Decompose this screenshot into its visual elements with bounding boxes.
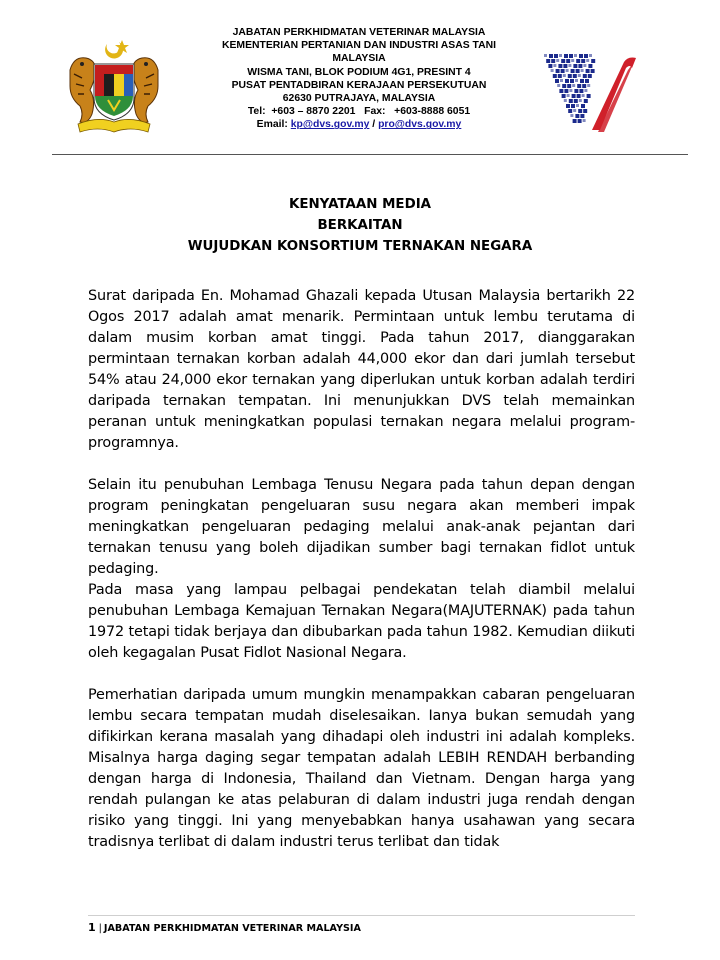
logo-pixel — [569, 54, 573, 58]
tel-label: Tel: — [247, 106, 266, 118]
logo-pixel — [566, 69, 569, 72]
logo-pixel — [577, 94, 581, 98]
paragraph-1: Surat daripada En. Mohamad Ghazali kepada Utusan Malaysia bertarikh 22 Ogos 2017 adalah amat menarik. Permintaan untuk lembu terutama di dalam musim korban amat tinggi. Pada tahun 2017, dianggarakan permintaan ternakan korban adalah 44,000 ekor dan dari jumlah tersebut 54% atau 24,000 ekor ternakan yang diperlukan untuk korban adalah terdiri daripada ternakan tempatan. Ini menunjukkan DVS telah memainkan peranan untuk meningkatkan populasi ternakan negara melalui program-programnya. — [88, 288, 635, 451]
logo-pixel — [570, 79, 574, 83]
email-link-kp[interactable]: kp@dvs.gov.my — [290, 119, 370, 131]
phone-fax-row — [178, 105, 540, 118]
logo-pixel — [587, 84, 590, 87]
logo-pixel — [544, 54, 547, 57]
address-line-2: PUSAT PENTADBIRAN KERAJAAN PERSEKUTUAN — [231, 79, 487, 91]
logo-pixel — [587, 94, 591, 98]
logo-pixel — [572, 84, 575, 87]
email-link-pro[interactable]: pro@dvs.gov.my — [378, 119, 462, 131]
logo-pixel — [561, 69, 565, 73]
press-release-title — [0, 194, 720, 257]
title-line-1: KENYATAAN MEDIA — [288, 197, 432, 212]
footer-separator: | — [98, 923, 102, 934]
logo-pixel — [588, 64, 592, 68]
logo-pixel — [564, 54, 568, 58]
logo-pixel — [591, 59, 595, 63]
logo-pixel — [568, 64, 571, 67]
logo-pixel — [565, 79, 569, 83]
logo-pixel — [578, 74, 581, 77]
logo-pixel — [575, 79, 578, 82]
logo-pixel — [584, 99, 588, 103]
logo-pixel — [579, 89, 583, 93]
logo-pixel — [571, 59, 574, 62]
logo-pixel — [577, 84, 581, 88]
logo-pixel — [567, 84, 571, 88]
logo-pixel — [589, 54, 592, 57]
agency-name: JABATAN PERKHIDMATAN VETERINAR MALAYSIA — [232, 27, 486, 38]
logo-pixel — [558, 64, 562, 68]
logo-pixel — [582, 94, 585, 97]
logo-pixel — [583, 109, 587, 113]
email-separator: / — [372, 119, 376, 131]
logo-pixel — [573, 74, 577, 78]
logo-pixel — [581, 59, 585, 63]
logo-pixel — [580, 79, 584, 83]
logo-pixel — [574, 89, 578, 93]
logo-pixel — [573, 119, 577, 123]
logo-pixel — [574, 54, 577, 57]
logo-pixel — [586, 69, 590, 73]
tel-number: +603 – 8870 2201 — [271, 106, 356, 118]
press-release-body — [88, 286, 635, 853]
email-row — [178, 118, 540, 131]
logo-pixel — [566, 59, 570, 63]
logo-pixel — [570, 114, 573, 117]
paragraph-3: Pada masa yang lampau pelbagai pendekatan telah diambil melalui penubuhan Lembaga Kemajuan Ternakan Negara(MAJUTERNAK) pada tahun 1972 tetapi tidak berjaya dan dibubarkan pada tahun 1982. Kemudian diikuti oleh kegagalan Pusat Fidlot Nasional Negara. — [88, 582, 635, 661]
logo-pixel — [571, 69, 575, 73]
logo-pixel — [579, 99, 582, 102]
malaysia-coat-of-arms-logo — [64, 34, 164, 138]
logo-pixel — [583, 64, 586, 67]
logo-pixel — [563, 64, 567, 68]
logo-pixel — [588, 74, 592, 78]
logo-pixel — [586, 59, 589, 62]
fax-label: Fax: — [364, 106, 386, 118]
ministry-name: KEMENTERIAN PERTANIAN DAN INDUSTRI ASAS TANI — [221, 40, 496, 52]
logo-pixel — [568, 74, 572, 78]
email-label: Email: — [256, 119, 288, 131]
letterhead — [178, 26, 540, 132]
logo-pixel — [582, 84, 586, 88]
logo-pixel — [581, 104, 585, 108]
logo-pixel — [576, 59, 580, 63]
fax-number: +603-8888 6051 — [394, 106, 471, 118]
logo-pixel — [573, 64, 577, 68]
logo-pixel — [561, 59, 565, 63]
page-footer — [88, 921, 361, 934]
paragraph-4: Pemerhatian daripada umum mungkin menampakkan cabaran pengeluaran lembu secara tempatan mudah diselesaikan. Ianya bukan semudah yang difikirkan kerana masalah yang dihadapi oleh industri ini adalah kompleks. Misalnya harga daging segar tempatan adalah LEBIH RENDAH berbanding dengan harga di Indonesia, Thailand dan Vietnam. Dengan harga yang rendah pulangan ke atas pelaburan di dalam industri juga rendah dengan risiko yang tinggi. Ini yang menyebabkan hanya usahawan yang secara tradisnya terlibat di dalam industri terus terlibat dan tidak — [88, 687, 635, 850]
footer-divider — [88, 915, 635, 916]
footer-agency-name: JABATAN PERKHIDMATAN VETERINAR MALAYSIA — [103, 923, 361, 934]
header-divider — [52, 154, 688, 155]
logo-pixel — [581, 69, 584, 72]
paragraph-2: Selain itu penubuhan Lembaga Tenusu Negara pada tahun depan dengan program peningkatan pengeluaran susu negara akan memberi impak meningkatkan pengeluaran pedaging melalui anak-anak pejantan dari ternakan tenusu yang boleh dijadikan sumber bagi ternakan fidlot untuk pedaging. — [88, 477, 635, 577]
logo-pixel — [559, 54, 562, 57]
logo-pixel — [564, 99, 567, 102]
logo-pixel — [566, 104, 570, 108]
logo-pixel — [584, 54, 588, 58]
logo-pixel — [569, 89, 572, 92]
logo-pixel — [579, 54, 583, 58]
logo-pixel — [584, 89, 587, 92]
title-line-2: BERKAITAN — [317, 218, 403, 233]
logo-pixel — [583, 74, 587, 78]
title-line-3: WUJUDKAN KONSORTIUM TERNAKAN NEGARA — [187, 239, 533, 254]
address-line-1: WISMA TANI, BLOK PODIUM 4G1, PRESINT 4 — [247, 66, 471, 78]
ministry-name-cont: MALAYSIA — [332, 53, 386, 65]
logo-pixel — [568, 109, 572, 113]
logo-pixel — [578, 64, 582, 68]
logo-pixel — [556, 59, 559, 62]
address-line-3: 62630 PUTRAJAYA, MALAYSIA — [282, 93, 436, 105]
logo-pixel — [563, 74, 566, 77]
logo-pixel — [591, 69, 595, 73]
logo-pixel — [576, 69, 580, 73]
dvs-logo — [540, 48, 638, 136]
page-number: 1 — [88, 921, 96, 934]
logo-pixel — [554, 54, 558, 58]
logo-pixel — [585, 79, 589, 83]
